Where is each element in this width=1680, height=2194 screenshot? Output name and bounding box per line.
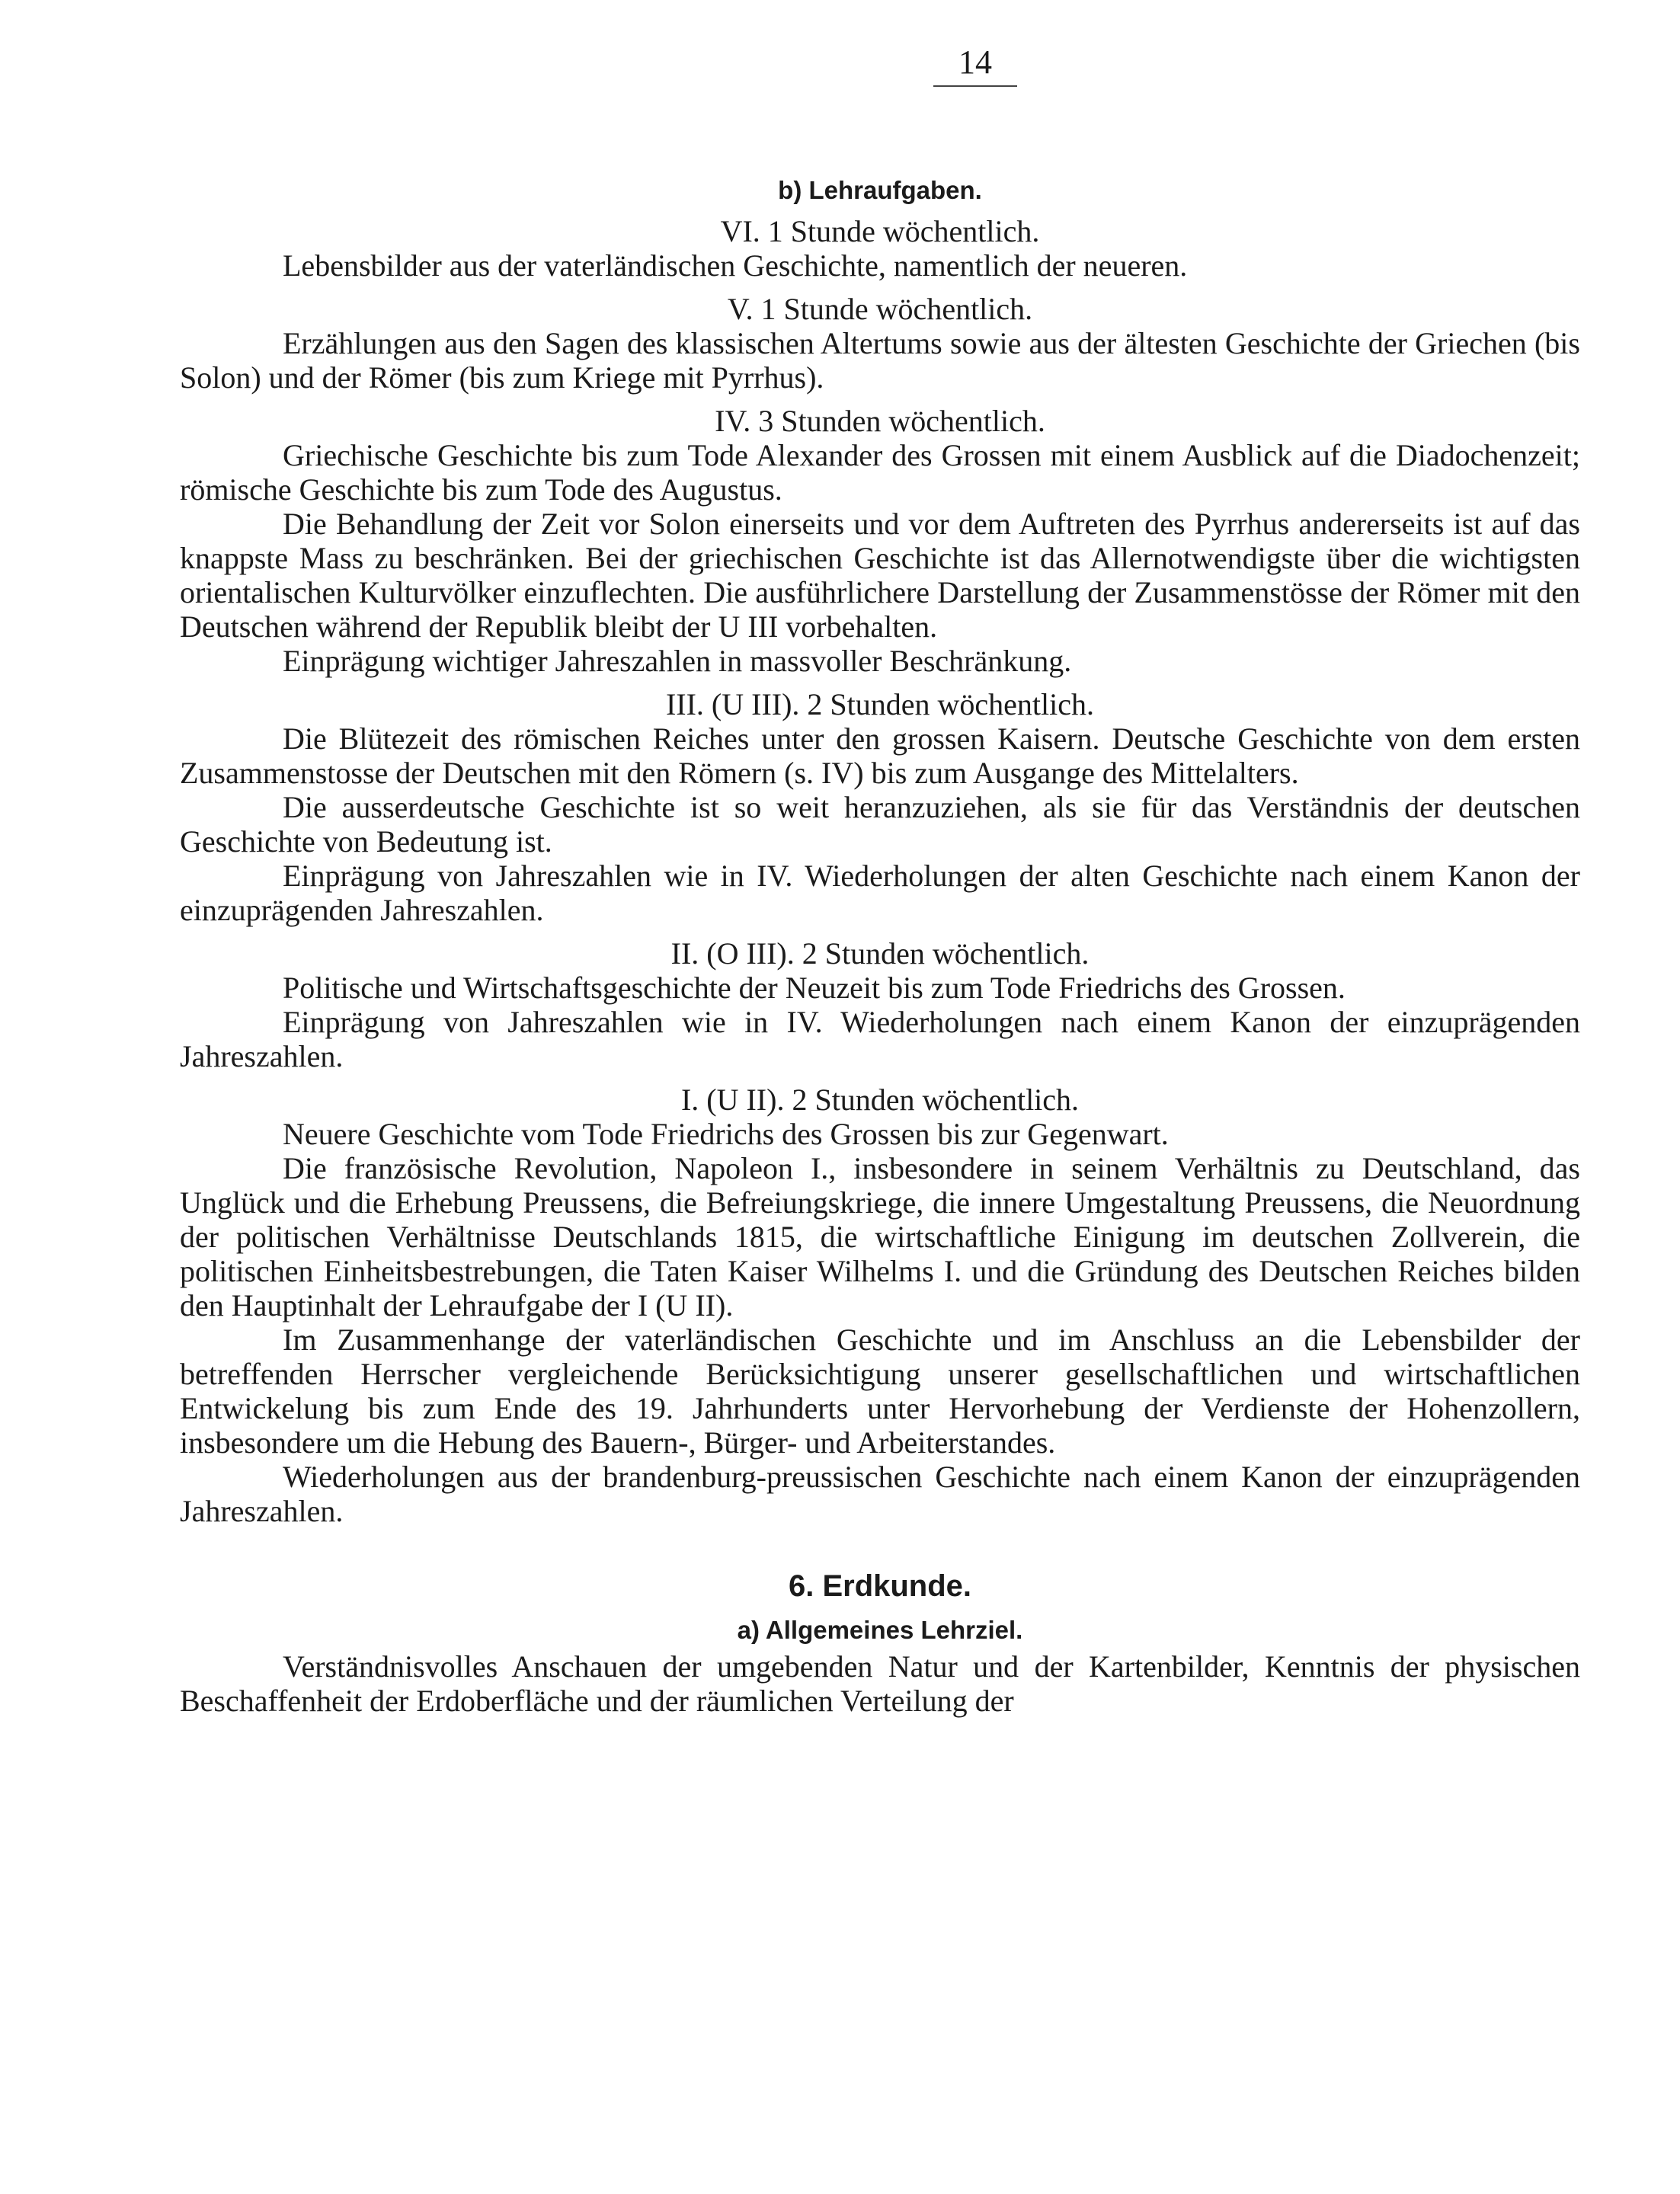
- block-iii-paragraph-2: Die ausserdeutsche Geschichte ist so weit heranzuziehen, als sie für das Verständnis der deutschen Geschichte von Bedeutung ist.: [180, 790, 1580, 859]
- block-i-paragraph-2: Die französische Revolution, Napoleon I., insbesondere in seinem Verhältnis zu Deutschland, das Unglück und die Erhebung Preussens, die Befreiungskriege, die innere Umgestaltung Preussens, die Neuordnung der politischen Verhältnisse Deutschlands 1815, die wirtschaftliche Einigung im deutschen Zollverein, die politischen Einheitsbestrebungen, die Taten Kaiser Wilhelms I. und die Gründung des Deutschen Reiches bilden den Hauptinhalt der Lehraufgabe der I (U II).: [180, 1151, 1580, 1322]
- block-vi-paragraph-1: Lebensbilder aus der vaterländischen Geschichte, namentlich der neueren.: [283, 248, 1188, 283]
- block-ii-heading: II. (O III). 2 Stunden wöchentlich.: [670, 936, 1090, 971]
- block-vi-heading: VI. 1 Stunde wöchentlich.: [720, 214, 1040, 248]
- block-i-heading: I. (U II). 2 Stunden wöchentlich.: [680, 1083, 1080, 1117]
- block-i-paragraph-1: Neuere Geschichte vom Tode Friedrichs des Grossen bis zur Gegenwart.: [283, 1117, 1169, 1151]
- page-number: 14: [958, 43, 992, 81]
- erdkunde-paragraph: Verständnisvolles Anschauen der umgebenden Natur und der Kartenbilder, Kenntnis der physischen Beschaffenheit der Erdoberfläche und der räumlichen Verteilung der: [180, 1649, 1580, 1718]
- block-v-heading: V. 1 Stunde wöchentlich.: [727, 292, 1033, 326]
- page-number-rule: [933, 85, 1017, 87]
- document-page: [180, 43, 1580, 1718]
- block-ii-paragraph-1: Politische und Wirtschaftsgeschichte der Neuzeit bis zum Tode Friedrichs des Grossen.: [283, 971, 1346, 1005]
- block-iv-paragraph-1: Griechische Geschichte bis zum Tode Alexander des Grossen mit einem Ausblick auf die Diadochenzeit; römische Geschichte bis zum Tode des Augustus.: [180, 438, 1580, 507]
- block-v-paragraph-1: Erzählungen aus den Sagen des klassischen Altertums sowie aus der ältesten Geschichte der Griechen (bis Solon) und der Römer (bis zum Kriege mit Pyrrhus).: [180, 326, 1580, 395]
- block-iii-paragraph-3: Einprägung von Jahreszahlen wie in IV. Wiederholungen der alten Geschichte nach einem Kanon der einzuprägenden Jahreszahlen.: [180, 859, 1580, 927]
- block-ii-paragraph-2: Einprägung von Jahreszahlen wie in IV. Wiederholungen nach einem Kanon der einzuprägenden Jahreszahlen.: [180, 1005, 1580, 1073]
- block-iii-paragraph-1: Die Blütezeit des römischen Reiches unter den grossen Kaisern. Deutsche Geschichte von dem ersten Zusammenstosse der Deutschen mit den Römern (s. IV) bis zum Ausgange des Mittelalters.: [180, 721, 1580, 790]
- block-iv-paragraph-3: Einprägung wichtiger Jahreszahlen in massvoller Beschränkung.: [283, 644, 1072, 678]
- erdkunde-subheading: a) Allgemeines Lehrziel.: [737, 1616, 1023, 1644]
- block-iv-paragraph-2: Die Behandlung der Zeit vor Solon einerseits und vor dem Auftreten des Pyrrhus andererseits ist auf das knappste Mass zu beschränken. Bei der griechischen Geschichte ist das Allernotwendigste über die wichtigsten orientalischen Kulturvölker einzuflechten. Die ausführlichere Darstellung der Zusammenstösse der Römer mit den Deutschen während der Republik bleibt der U III vorbehalten.: [180, 507, 1580, 644]
- lehraufgaben-heading: b) Lehraufgaben.: [778, 176, 982, 204]
- block-i-paragraph-3: Im Zusammenhange der vaterländischen Geschichte und im Anschluss an die Lebensbilder der betreffenden Herrscher vergleichende Berücksichtigung unserer gesellschaftlichen und wirtschaftlichen Entwickelung bis zum Ende des 19. Jahrhunderts unter Hervorhebung der Verdienste der Hohenzollern, insbesondere um die Hebung des Bauern-, Bürger- und Arbeiterstandes.: [180, 1322, 1580, 1460]
- block-i-paragraph-4: Wiederholungen aus der brandenburg-preussischen Geschichte nach einem Kanon der einzuprägenden Jahreszahlen.: [180, 1460, 1580, 1528]
- block-iii-heading: III. (U III). 2 Stunden wöchentlich.: [665, 687, 1095, 721]
- block-iv-heading: IV. 3 Stunden wöchentlich.: [715, 404, 1045, 438]
- erdkunde-heading: 6. Erdkunde.: [788, 1569, 972, 1603]
